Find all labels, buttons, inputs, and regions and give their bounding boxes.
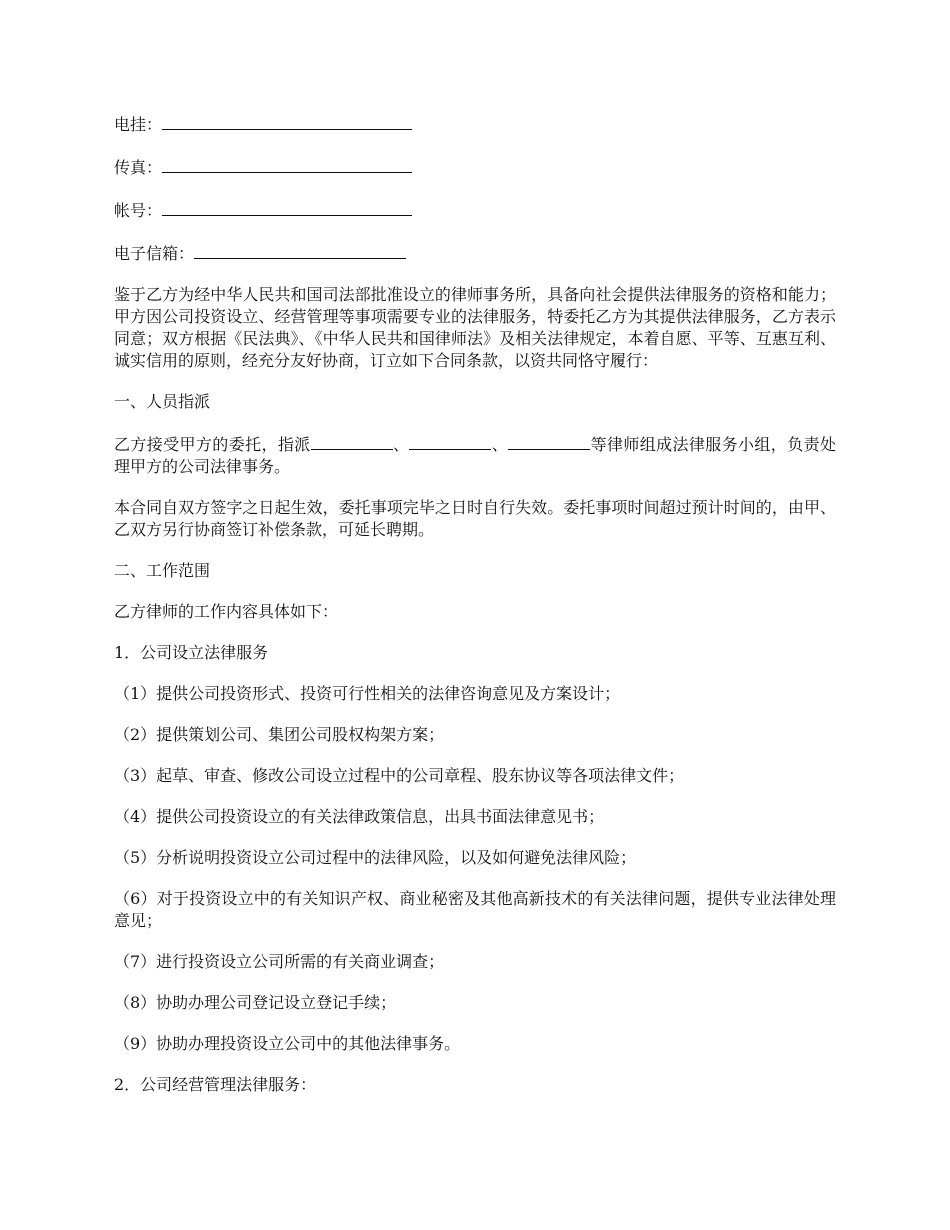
phone-label: 电挂： [114,115,163,134]
account-blank [162,198,412,216]
account-field [114,198,836,222]
assign-sep-1: 、 [392,435,410,454]
section1-title: 一、人员指派 [114,392,211,411]
assign-sep-2: 、 [491,435,509,454]
section2-title: 二、工作范围 [114,561,211,580]
assign-prefix: 乙方接受甲方的委托，指派 [114,435,311,454]
account-label: 帐号： [114,201,163,220]
list-item: （9）协助办理投资设立公司中的其他法律事务。 [114,1034,461,1053]
list-item: （6）对于投资设立中的有关知识产权、商业秘密及其他高新技术的有关法律问题，提供专业法律处理意见； [114,889,836,930]
list-item: （7）进行投资设立公司所需的有关商业调查； [114,952,445,971]
phone-field [114,112,836,136]
assign-paragraph [114,432,836,478]
lawyer-blank-3 [508,432,590,450]
validity-paragraph: 本合同自双方签字之日起生效，委托事项完毕之日时自行失效。委托事项时间超过预计时间的，由甲、乙双方另行协商签订补偿条款，可延长聘期。 [114,498,836,539]
assign-suffix: 等律师组成法律服务小组，负责处理甲方的公司法律事务。 [114,435,836,476]
list-item: （5）分析说明投资设立公司过程中的法律风险，以及如何避免法律风险； [114,848,637,867]
section2-intro: 乙方律师的工作内容具体如下： [114,602,339,621]
email-blank [194,241,406,259]
lawyer-blank-2 [409,432,491,450]
fax-label: 传真： [114,158,163,177]
list-item: （3）起草、审查、修改公司设立过程中的公司章程、股东协议等各项法律文件； [114,766,685,785]
list-item: （4）提供公司投资设立的有关法律政策信息，出具书面法律意见书； [114,807,605,826]
lawyer-blank-1 [311,432,393,450]
subsection2-title: 2．公司经营管理法律服务： [114,1075,317,1094]
list-item: （1）提供公司投资形式、投资可行性相关的法律咨询意见及方案设计； [114,684,621,703]
fax-blank [162,155,412,173]
email-label: 电子信箱： [114,244,195,263]
email-field [114,241,836,265]
list-item: （8）协助办理公司登记设立登记手续； [114,993,397,1012]
fax-field [114,155,836,179]
contract-page [114,112,836,1115]
phone-blank [162,112,412,130]
intro-paragraph: 鉴于乙方为经中华人民共和国司法部批准设立的律师事务所，具备向社会提供法律服务的资格和能力；甲方因公司投资设立、经营管理等事项需要专业的法律服务，特委托乙方为其提供法律服务，乙方表示同意；双方根据《民法典》、《中华人民共和国律师法》及相关法律规定，本着自愿、平等、互惠互利、诚实信用的原则，经充分友好协商，订立如下合同条款，以资共同恪守履行： [114,285,836,370]
list-item: （2）提供策划公司、集团公司股权构架方案； [114,725,445,744]
subsection1-title: 1．公司设立法律服务 [114,643,269,662]
